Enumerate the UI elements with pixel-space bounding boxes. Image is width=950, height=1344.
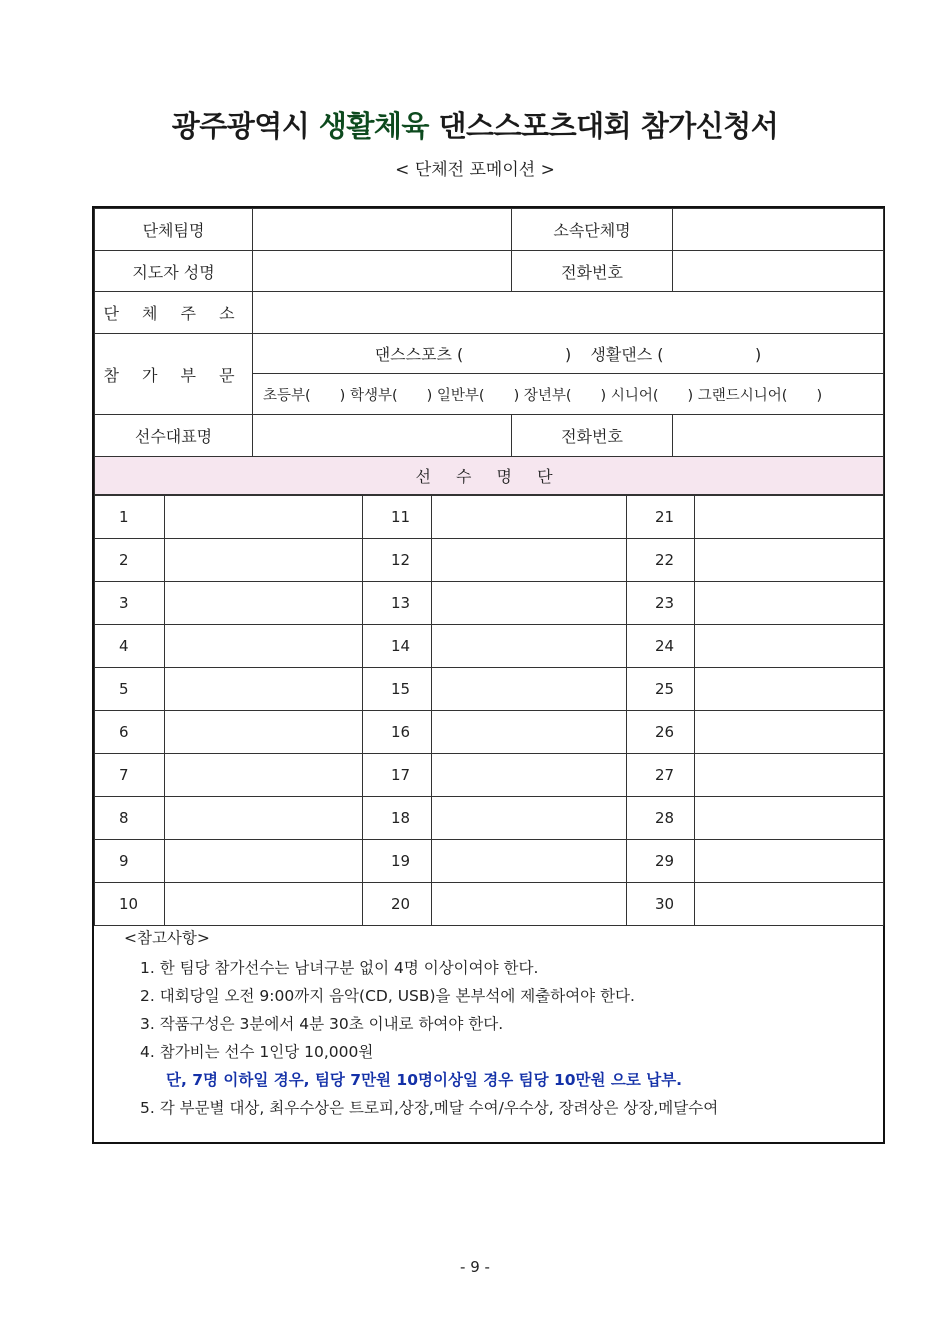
roster-row bbox=[95, 840, 884, 883]
roster-name-field[interactable] bbox=[432, 840, 627, 883]
roster-name-field[interactable] bbox=[432, 883, 627, 926]
roster-number: 28 bbox=[627, 797, 695, 840]
application-form bbox=[92, 206, 885, 1144]
representative-phone-field[interactable] bbox=[673, 415, 884, 457]
roster-number: 27 bbox=[627, 754, 695, 797]
roster-name-field[interactable] bbox=[165, 582, 363, 625]
roster-name-field[interactable] bbox=[695, 797, 884, 840]
roster-row bbox=[95, 883, 884, 926]
roster-row bbox=[95, 625, 884, 668]
title-part-2: 생활체육 bbox=[318, 109, 429, 143]
roster-number: 18 bbox=[363, 797, 432, 840]
roster-number: 29 bbox=[627, 840, 695, 883]
roster-name-field[interactable] bbox=[165, 711, 363, 754]
team-name-field[interactable] bbox=[253, 209, 512, 251]
division-type-row bbox=[253, 334, 884, 374]
title-part-3: 댄스스포츠대회 참가신청서 bbox=[438, 109, 779, 143]
roster-name-field[interactable] bbox=[165, 668, 363, 711]
category-student[interactable]: 학생부( ) bbox=[349, 387, 433, 404]
roster-name-field[interactable] bbox=[695, 754, 884, 797]
roster-number: 21 bbox=[627, 496, 695, 539]
roster-number: 30 bbox=[627, 883, 695, 926]
roster-name-field[interactable] bbox=[165, 625, 363, 668]
roster-number: 22 bbox=[627, 539, 695, 582]
affiliation-field[interactable] bbox=[673, 209, 884, 251]
representative-phone-label: 전화번호 bbox=[512, 415, 673, 457]
notes-heading: <참고사항> bbox=[124, 929, 210, 947]
roster-number: 7 bbox=[95, 754, 165, 797]
roster-header: 선 수 명 단 bbox=[95, 457, 884, 495]
page-number: - 9 - bbox=[460, 1258, 490, 1276]
roster-name-field[interactable] bbox=[165, 539, 363, 582]
roster-name-field[interactable] bbox=[165, 797, 363, 840]
note-item-2: 2. 대회당일 오전 9:00까지 음악(CD, USB)을 본부석에 제출하여야 한다. bbox=[140, 987, 635, 1005]
roster-name-field[interactable] bbox=[165, 754, 363, 797]
roster-row bbox=[95, 711, 884, 754]
roster-name-field[interactable] bbox=[695, 711, 884, 754]
note-item-4-fee-detail: 단, 7명 이하일 경우, 팀당 7만원 10명이상일 경우 팀당 10만원 으로 납부. bbox=[166, 1071, 683, 1089]
roster-name-field[interactable] bbox=[432, 797, 627, 840]
category-general[interactable]: 일반부( ) bbox=[436, 387, 520, 404]
roster-number: 20 bbox=[363, 883, 432, 926]
roster-name-field[interactable] bbox=[695, 840, 884, 883]
note-item-1: 1. 한 팀당 참가선수는 남녀구분 없이 4명 이상이여야 한다. bbox=[140, 959, 539, 977]
roster-row bbox=[95, 539, 884, 582]
document-subtitle: < 단체전 포메이션 > bbox=[395, 160, 555, 180]
roster-number: 12 bbox=[363, 539, 432, 582]
title-part-1: 광주광역시 bbox=[171, 109, 310, 143]
roster-number: 11 bbox=[363, 496, 432, 539]
roster-number: 16 bbox=[363, 711, 432, 754]
roster-name-field[interactable] bbox=[432, 625, 627, 668]
roster-name-field[interactable] bbox=[695, 625, 884, 668]
roster-number: 25 bbox=[627, 668, 695, 711]
note-item-5: 5. 각 부문별 대상, 최우수상은 트로피,상장,메달 수여/우수상, 장려상은 상장,메달수여 bbox=[140, 1099, 719, 1117]
roster-row bbox=[95, 797, 884, 840]
coach-name-label: 지도자 성명 bbox=[95, 251, 253, 292]
category-row bbox=[253, 374, 884, 415]
category-middle-aged[interactable]: 장년부( ) bbox=[523, 387, 607, 404]
roster-number: 3 bbox=[95, 582, 165, 625]
coach-phone-field[interactable] bbox=[673, 251, 884, 292]
division-dance-sport[interactable]: 댄스스포츠 ( ) bbox=[374, 345, 572, 364]
address-field[interactable] bbox=[253, 292, 884, 334]
roster-name-field[interactable] bbox=[432, 711, 627, 754]
note-item-3: 3. 작품구성은 3분에서 4분 30초 이내로 하여야 한다. bbox=[140, 1015, 504, 1033]
roster-number: 6 bbox=[95, 711, 165, 754]
roster-row bbox=[95, 582, 884, 625]
roster-number: 2 bbox=[95, 539, 165, 582]
address-label: 단 체 주 소 bbox=[95, 292, 253, 334]
representative-field[interactable] bbox=[253, 415, 512, 457]
note-item-4: 4. 참가비는 선수 1인당 10,000원 bbox=[140, 1043, 374, 1061]
roster-name-field[interactable] bbox=[695, 496, 884, 539]
roster-name-field[interactable] bbox=[432, 754, 627, 797]
roster-row bbox=[95, 668, 884, 711]
roster-name-field[interactable] bbox=[165, 883, 363, 926]
roster-number: 13 bbox=[363, 582, 432, 625]
roster-name-field[interactable] bbox=[695, 539, 884, 582]
category-senior[interactable]: 시니어( ) bbox=[610, 387, 694, 404]
roster-name-field[interactable] bbox=[432, 582, 627, 625]
roster-table bbox=[94, 495, 884, 926]
roster-name-field[interactable] bbox=[165, 840, 363, 883]
roster-name-field[interactable] bbox=[695, 582, 884, 625]
division-label: 참 가 부 문 bbox=[95, 334, 253, 415]
roster-name-field[interactable] bbox=[695, 883, 884, 926]
roster-number: 10 bbox=[95, 883, 165, 926]
roster-number: 4 bbox=[95, 625, 165, 668]
roster-name-field[interactable] bbox=[695, 668, 884, 711]
roster-number: 9 bbox=[95, 840, 165, 883]
applicant-info-table bbox=[94, 208, 884, 495]
roster-row bbox=[95, 754, 884, 797]
affiliation-label: 소속단체명 bbox=[512, 209, 673, 251]
roster-number: 24 bbox=[627, 625, 695, 668]
notes-section bbox=[94, 926, 883, 1122]
roster-number: 8 bbox=[95, 797, 165, 840]
roster-number: 15 bbox=[363, 668, 432, 711]
category-grand-senior[interactable]: 그랜드시니어( ) bbox=[697, 387, 823, 404]
roster-number: 14 bbox=[363, 625, 432, 668]
roster-number: 19 bbox=[363, 840, 432, 883]
coach-name-field[interactable] bbox=[253, 251, 512, 292]
roster-name-field[interactable] bbox=[432, 668, 627, 711]
representative-label: 선수대표명 bbox=[95, 415, 253, 457]
roster-number: 17 bbox=[363, 754, 432, 797]
coach-phone-label: 전화번호 bbox=[512, 251, 673, 292]
roster-number: 1 bbox=[95, 496, 165, 539]
document-title bbox=[0, 104, 950, 145]
roster-name-field[interactable] bbox=[432, 539, 627, 582]
team-name-label: 단체팀명 bbox=[95, 209, 253, 251]
roster-name-field[interactable] bbox=[432, 496, 627, 539]
roster-row bbox=[95, 496, 884, 539]
roster-number: 5 bbox=[95, 668, 165, 711]
category-elementary[interactable]: 초등부( ) bbox=[263, 387, 346, 404]
roster-number: 26 bbox=[627, 711, 695, 754]
roster-number: 23 bbox=[627, 582, 695, 625]
roster-name-field[interactable] bbox=[165, 496, 363, 539]
division-life-dance[interactable]: 생활댄스 ( ) bbox=[590, 345, 762, 364]
